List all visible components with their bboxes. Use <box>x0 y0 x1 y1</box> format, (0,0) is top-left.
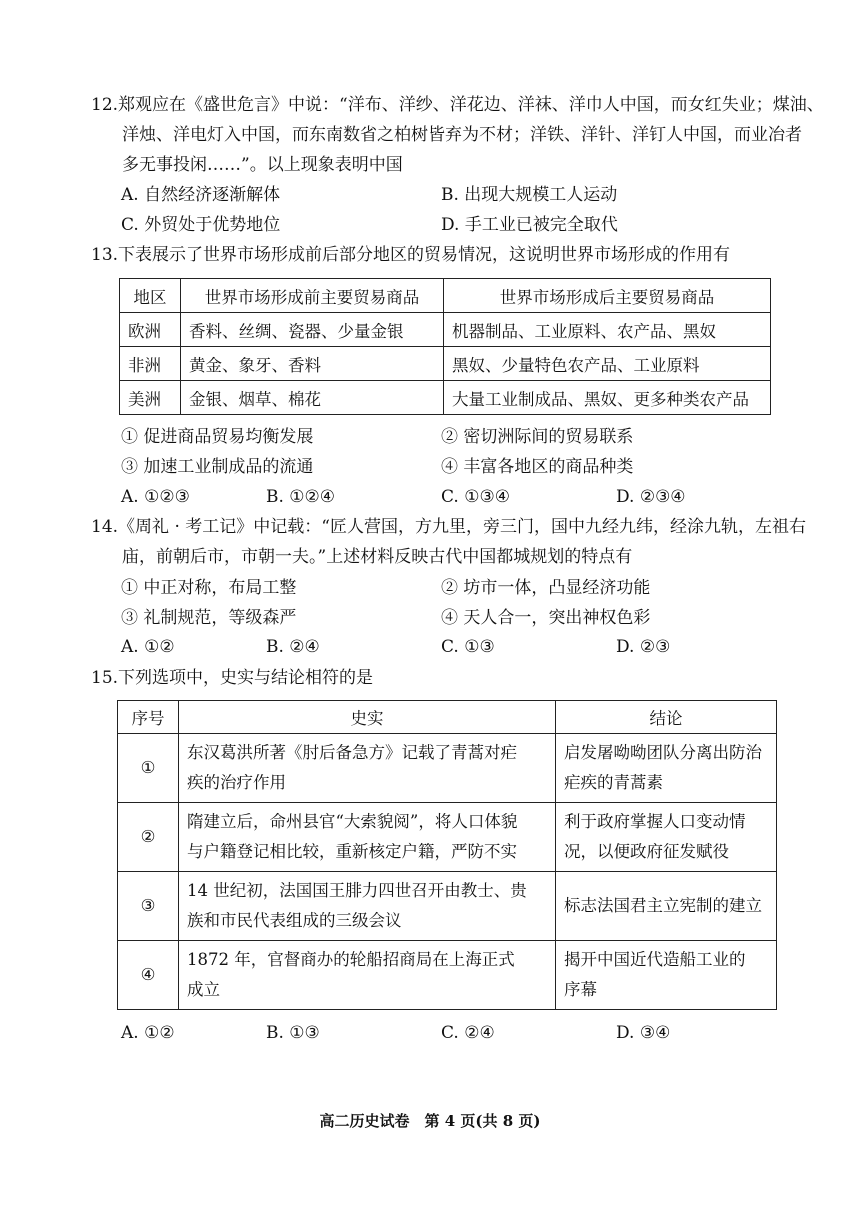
q12-options-row-2 <box>121 210 801 240</box>
conclusion-line: 启发屠呦呦团队分离出防治 <box>564 743 762 762</box>
q13-statement-1: ① 促进商品贸易均衡发展 <box>121 427 314 447</box>
row-index: ④ <box>118 941 179 1010</box>
table-header: 地区 <box>120 279 181 313</box>
question-12-line-2: 洋烛、洋电灯入中国，而东南数省之柏树皆弃为不材；洋铁、洋针、洋钉人中国，而业冶者 <box>122 125 802 145</box>
table-cell: 黄金、象牙、香料 <box>181 347 444 381</box>
question-12-line-1 <box>91 90 824 120</box>
table-row <box>118 734 777 803</box>
q14-option-b[interactable]: B. ②④ <box>266 637 320 657</box>
q12-option-c[interactable]: C. 外贸处于优势地位 <box>121 215 281 235</box>
conclusion-line: 利于政府掌握人口变动情 <box>564 812 746 831</box>
q12-option-d[interactable]: D. 手工业已被完全取代 <box>441 215 618 235</box>
fact-line: 隋建立后，命州县官“大索貌阅”，将人口体貌 <box>187 812 518 831</box>
question-number: 13. <box>91 245 119 265</box>
conclusion-line: 况，以便政府征发赋役 <box>564 842 729 861</box>
q13-option-b[interactable]: B. ①②④ <box>266 487 336 507</box>
q14-statements-row-1 <box>121 573 801 603</box>
q13-statement-3: ③ 加速工业制成品的流通 <box>121 457 314 477</box>
q13-option-a[interactable]: A. ①②③ <box>121 487 190 507</box>
conclusion-line: 序幕 <box>564 980 597 999</box>
q14-statement-3: ③ 礼制规范，等级森严 <box>121 608 297 628</box>
q13-statement-4: ④ 丰富各地区的商品种类 <box>441 457 634 477</box>
question-14-line-2: 庙，前朝后市，市朝一夫。”上述材料反映古代中国都城规划的特点有 <box>122 547 633 567</box>
question-13 <box>91 240 791 270</box>
q14-option-c[interactable]: C. ①③ <box>441 637 495 657</box>
fact-line: 疾的治疗作用 <box>187 773 286 792</box>
q13-statements-row-1 <box>121 422 801 452</box>
question-15 <box>91 663 791 693</box>
conclusion-cell <box>556 734 777 803</box>
q15-option-b[interactable]: B. ①③ <box>266 1023 320 1043</box>
table-row <box>118 941 777 1010</box>
table-header: 结论 <box>556 701 777 734</box>
question-number: 15. <box>91 668 119 688</box>
table-cell: 美洲 <box>120 381 181 415</box>
table-cell: 金银、烟草、棉花 <box>181 381 444 415</box>
q15-option-c[interactable]: C. ②④ <box>441 1023 495 1043</box>
conclusion-cell <box>556 941 777 1010</box>
fact-line: 东汉葛洪所著《肘后备急方》记载了青蒿对疟 <box>187 743 517 762</box>
conclusion-cell <box>556 803 777 872</box>
table-row <box>118 803 777 872</box>
fact-line: 14 世纪初，法国国王腓力四世召开由教士、贵 <box>187 881 527 900</box>
conclusion-line: 揭开中国近代造船工业的 <box>564 950 746 969</box>
page-footer: 高二历史试卷 第 4 页(共 8 页) <box>319 1112 541 1130</box>
fact-cell <box>179 734 556 803</box>
q14-statement-4: ④ 天人合一，突出神权色彩 <box>441 608 651 628</box>
question-number: 14. <box>91 517 119 537</box>
fact-cell <box>179 803 556 872</box>
q13-option-d[interactable]: D. ②③④ <box>616 487 686 507</box>
q13-statements-row-2 <box>121 452 801 482</box>
conclusion-cell <box>556 872 777 941</box>
q14-statements-row-2 <box>121 603 801 633</box>
table-cell: 黑奴、少量特色农产品、工业原料 <box>444 347 771 381</box>
q13-statement-2: ② 密切洲际间的贸易联系 <box>441 427 634 447</box>
question-text: 下列选项中，史实与结论相符的是 <box>118 668 374 688</box>
fact-line: 成立 <box>187 980 220 999</box>
question-12-line-3: 多无事投闲……”。以上现象表明中国 <box>122 155 403 175</box>
trade-table <box>119 278 771 415</box>
table-cell: 欧洲 <box>120 313 181 347</box>
table-cell: 非洲 <box>120 347 181 381</box>
history-table <box>117 700 777 1010</box>
q14-option-a[interactable]: A. ①② <box>121 637 175 657</box>
q13-options-row <box>121 482 801 512</box>
row-index: ② <box>118 803 179 872</box>
table-header: 史实 <box>179 701 556 734</box>
table-header: 世界市场形成前主要贸易商品 <box>181 279 444 313</box>
row-index: ③ <box>118 872 179 941</box>
conclusion-line: 标志法国君主立宪制的建立 <box>564 896 762 915</box>
q12-options-row-1 <box>121 180 801 210</box>
table-row <box>120 381 771 415</box>
fact-line: 与户籍登记相比较，重新核定户籍，严防不实 <box>187 842 517 861</box>
q12-option-a[interactable]: A. 自然经济逐渐解体 <box>121 185 281 205</box>
q15-options-row <box>121 1018 801 1048</box>
question-14 <box>91 512 806 572</box>
table-cell: 机器制品、工业原料、农产品、黑奴 <box>444 313 771 347</box>
question-text: 郑观应在《盛世危言》中说：“洋布、洋纱、洋花边、洋袜、洋巾人中国，而女红失业；煤油、 <box>118 95 824 115</box>
fact-line: 族和市民代表组成的三级会议 <box>187 911 402 930</box>
question-12 <box>91 90 824 180</box>
fact-line: 1872 年，官督商办的轮船招商局在上海正式 <box>187 950 515 969</box>
q14-statement-2: ② 坊市一体，凸显经济功能 <box>441 578 651 598</box>
q12-option-b[interactable]: B. 出现大规模工人运动 <box>441 185 618 205</box>
table-cell: 香料、丝绸、瓷器、少量金银 <box>181 313 444 347</box>
table-header: 世界市场形成后主要贸易商品 <box>444 279 771 313</box>
table-header: 序号 <box>118 701 179 734</box>
question-text: 《周礼 · 考工记》中记载：“匠人营国，方九里，旁三门，国中九经九纬，经涂九轨，左祖右 <box>118 517 806 537</box>
conclusion-line: 疟疾的青蒿素 <box>564 773 663 792</box>
table-row <box>120 313 771 347</box>
q14-option-d[interactable]: D. ②③ <box>616 637 671 657</box>
row-index: ① <box>118 734 179 803</box>
fact-cell <box>179 941 556 1010</box>
q15-option-a[interactable]: A. ①② <box>121 1023 175 1043</box>
table-header-row <box>120 279 771 313</box>
fact-cell <box>179 872 556 941</box>
table-header-row <box>118 701 777 734</box>
question-number: 12. <box>91 95 119 115</box>
table-cell: 大量工业制成品、黑奴、更多种类农产品 <box>444 381 771 415</box>
table-row <box>120 347 771 381</box>
table-row <box>118 872 777 941</box>
question-text: 下表展示了世界市场形成前后部分地区的贸易情况，这说明世界市场形成的作用有 <box>118 245 731 265</box>
q14-statement-1: ① 中正对称，布局工整 <box>121 578 297 598</box>
q13-option-c[interactable]: C. ①③④ <box>441 487 510 507</box>
q14-options-row <box>121 632 801 662</box>
q15-option-d[interactable]: D. ③④ <box>616 1023 671 1043</box>
